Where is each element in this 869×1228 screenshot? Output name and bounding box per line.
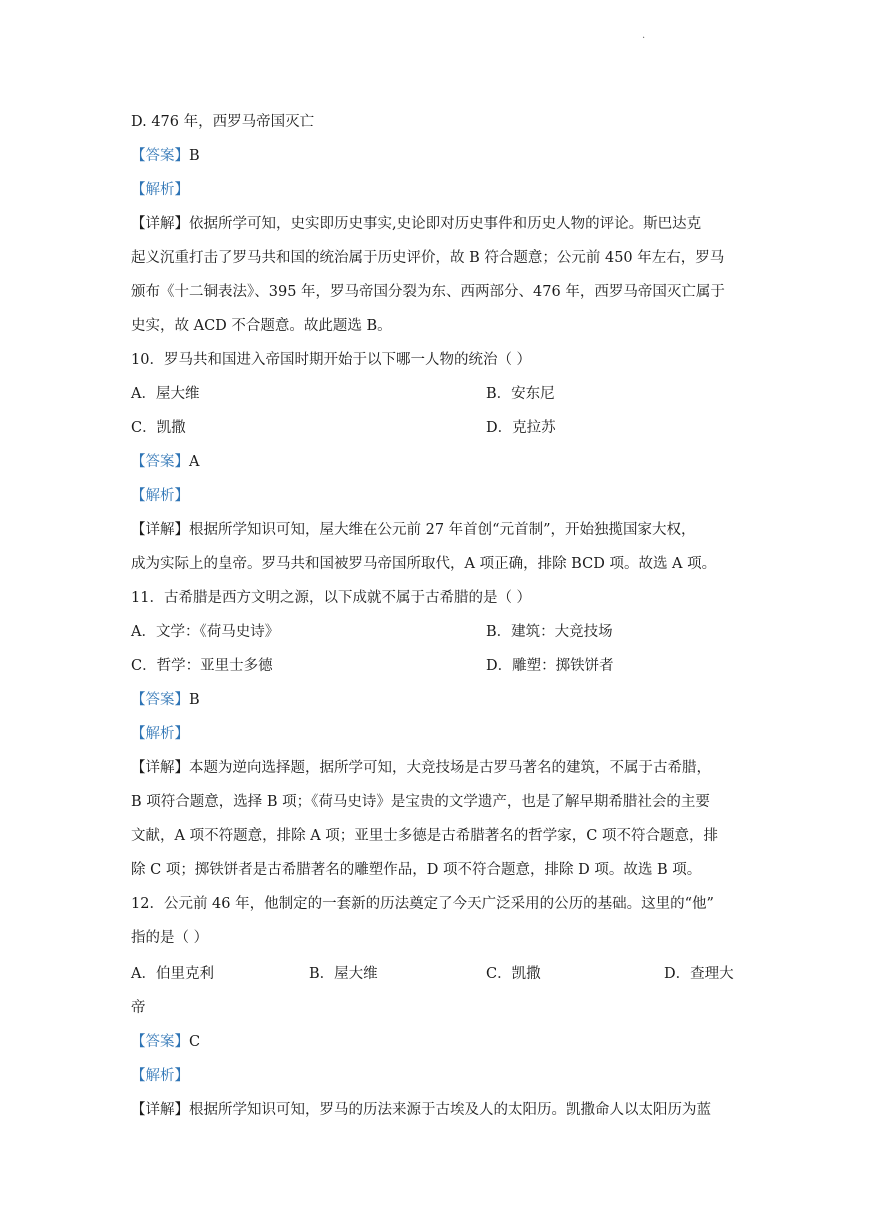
q10-stem: 10．罗马共和国进入帝国时期开始于以下哪一人物的统治（ ） [131, 352, 532, 368]
q10-detail-text: 根据所学知识可知，屋大维在公元前 27 年首创“元首制”，开始独揽国家大权， [189, 522, 696, 538]
q11-option-c: C．哲学：亚里士多德 [131, 658, 273, 674]
q12-stem-line-1: 12．公元前 46 年，他制定的一套新的历法奠定了今天广泛采用的公历的基础。这里的“他” [131, 896, 714, 912]
q12-answer: C [189, 1034, 201, 1050]
q9-detail-line-1 [131, 214, 741, 234]
detail-tag: 【详解】 [131, 216, 189, 232]
q10-options-row-2 [131, 418, 741, 438]
q10-answer: A [189, 454, 200, 470]
q11-analysis-line [131, 724, 741, 744]
answer-tag: 【答案】 [131, 692, 189, 708]
q10-detail-line-1 [131, 520, 741, 540]
q11-detail-line-3: 文献，A 项不符题意，排除 A 项；亚里士多德是古希腊著名的哲学家，C 项不符合题意，排 [131, 828, 718, 844]
detail-tag: 【详解】 [131, 522, 189, 538]
answer-tag: 【答案】 [131, 148, 189, 164]
answer-tag: 【答案】 [131, 454, 189, 470]
analysis-tag: 【解析】 [131, 488, 189, 504]
analysis-tag: 【解析】 [131, 182, 189, 198]
q9-detail-line-4: 史实，故 ACD 不合题意。故此题选 B。 [131, 318, 392, 334]
q10-option-b: B．安东尼 [486, 386, 555, 402]
q10-option-c: C．凯撒 [131, 420, 186, 436]
header-dot: . [642, 30, 646, 41]
q11-detail-text: 本题为逆向选择题，据所学可知，大竞技场是古罗马著名的建筑，不属于古希腊， [189, 760, 711, 776]
q9-detail-line-3: 颁布《十二铜表法》、395 年，罗马帝国分裂为东、西两部分、476 年，西罗马帝国灭亡属于 [131, 284, 725, 300]
q10-detail-line-2: 成为实际上的皇帝。罗马共和国被罗马帝国所取代，A 项正确，排除 BCD 项。故选 A 项。 [131, 556, 717, 572]
q11-stem: 11．古希腊是西方文明之源，以下成就不属于古希腊的是（ ） [131, 590, 532, 606]
q12-detail-line-1 [131, 1100, 741, 1120]
q9-answer-line [131, 146, 741, 166]
q12-option-d: D．查理大 [664, 966, 734, 982]
analysis-tag: 【解析】 [131, 726, 189, 742]
q9-answer: B [189, 148, 200, 164]
q12-stem-line-2: 指的是（ ） [131, 930, 209, 946]
q10-options-row-1 [131, 384, 741, 404]
q11-options-row-1 [131, 622, 741, 642]
q11-option-b: B．建筑：大竞技场 [486, 624, 613, 640]
q12-answer-line [131, 1032, 741, 1052]
q11-detail-line-2: B 项符合题意，选择 B 项；《荷马史诗》是宝贵的文学遗产，也是了解早期希腊社会的主要 [131, 794, 710, 810]
q11-answer-line [131, 690, 741, 710]
q11-detail-line-4: 除 C 项；掷铁饼者是古希腊著名的雕塑作品，D 项不符合题意，排除 D 项。故选 B 项。 [131, 862, 702, 878]
answer-tag: 【答案】 [131, 1034, 189, 1050]
q10-answer-line [131, 452, 741, 472]
q11-options-row-2 [131, 656, 741, 676]
q12-detail-text: 根据所学知识可知，罗马的历法来源于古埃及人的太阳历。凯撒命人以太阳历为蓝 [189, 1102, 711, 1118]
q10-option-d: D．克拉苏 [486, 420, 556, 436]
q11-option-d: D．雕塑：掷铁饼者 [486, 658, 614, 674]
detail-tag: 【详解】 [131, 760, 189, 776]
detail-tag: 【详解】 [131, 1102, 189, 1118]
q12-options-row [131, 964, 741, 984]
q12-option-a: A．伯里克利 [131, 966, 214, 982]
q10-option-a: A．屋大维 [131, 386, 200, 402]
q12-option-c: C．凯撒 [486, 966, 541, 982]
q11-detail-line-1 [131, 758, 741, 778]
q10-analysis-line [131, 486, 741, 506]
q9-detail-line-2: 起义沉重打击了罗马共和国的统治属于历史评价，故 B 符合题意；公元前 450 年左右，罗马 [131, 250, 725, 266]
q9-detail-text: 依据所学可知，史实即历史事实,史论即对历史事件和历史人物的评论。斯巴达克 [189, 216, 702, 232]
q12-option-d-wrap: 帝 [131, 1000, 146, 1016]
q12-option-b: B．屋大维 [309, 966, 378, 982]
q9-analysis-line [131, 180, 741, 200]
q9-option-d: D. 476 年，西罗马帝国灭亡 [131, 114, 315, 130]
q12-analysis-line [131, 1066, 741, 1086]
q11-answer: B [189, 692, 200, 708]
analysis-tag: 【解析】 [131, 1068, 189, 1084]
q11-option-a: A．文学：《荷马史诗》 [131, 624, 280, 640]
